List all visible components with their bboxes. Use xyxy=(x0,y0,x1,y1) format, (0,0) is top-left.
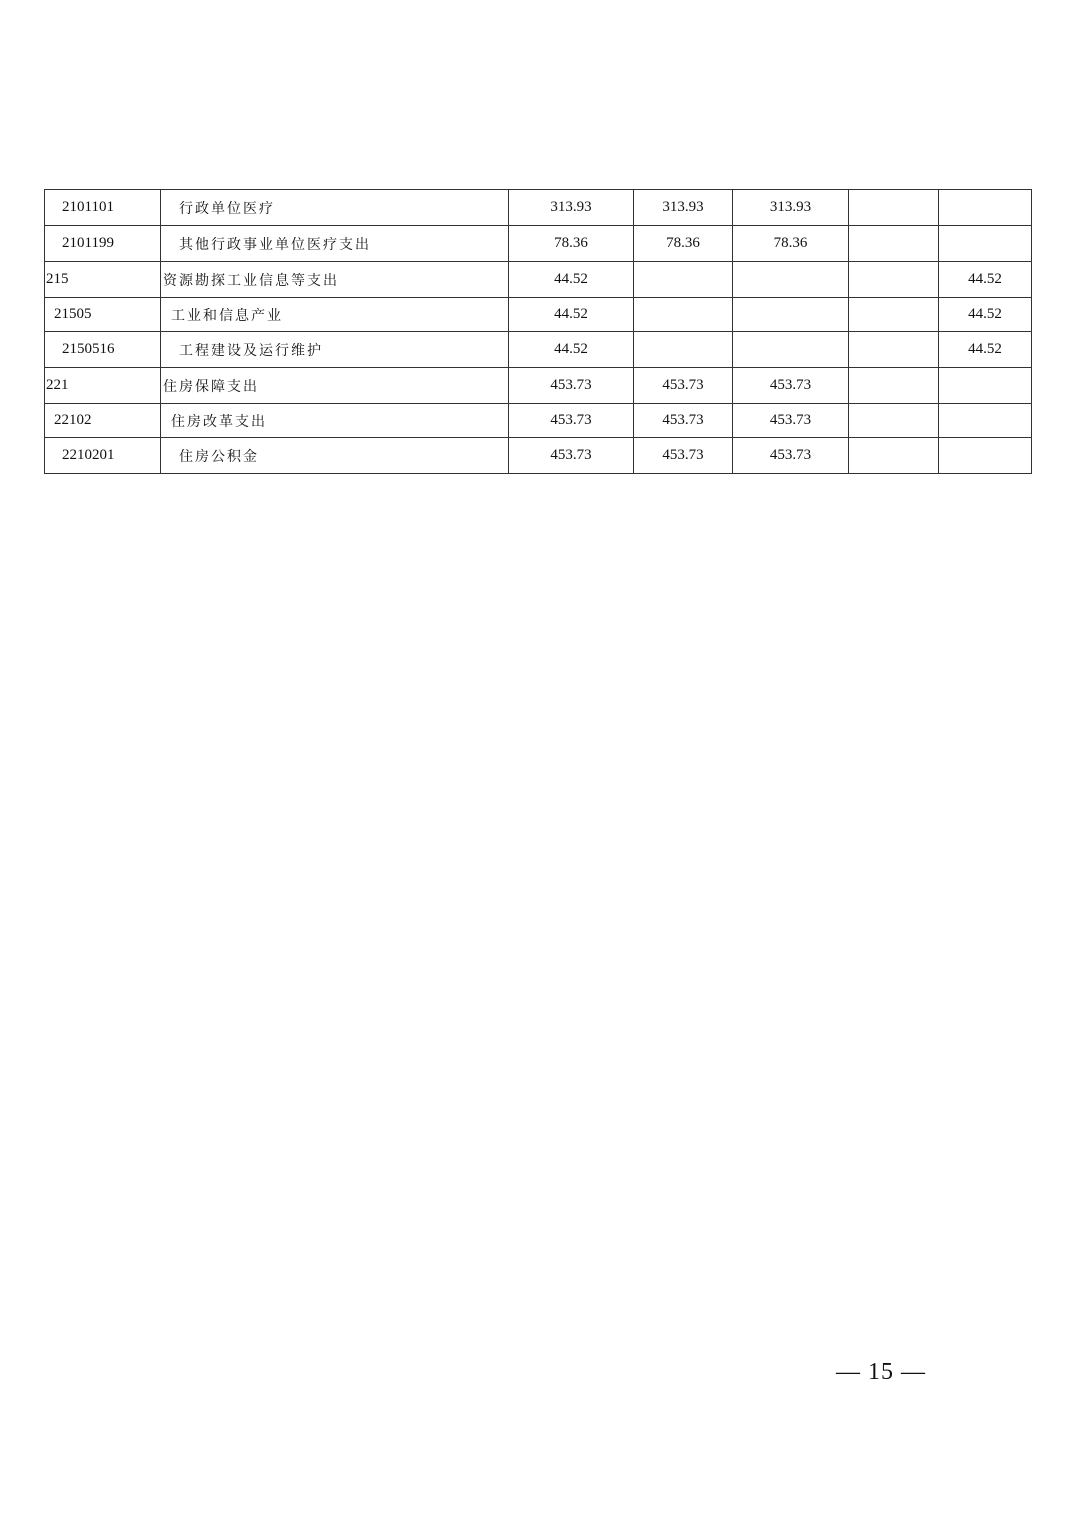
budget-expenditure-table xyxy=(44,189,1032,474)
table-row xyxy=(45,332,1032,368)
table-row xyxy=(45,262,1032,298)
value-cell-3: 453.73 xyxy=(733,438,849,474)
subject-name: 住房公积金 xyxy=(161,438,509,474)
total-cell: 44.52 xyxy=(509,332,634,368)
value-cell-4 xyxy=(849,226,939,262)
table-row xyxy=(45,226,1032,262)
value-cell-4 xyxy=(849,438,939,474)
subject-name: 工业和信息产业 xyxy=(161,298,509,332)
subject-code: 22102 xyxy=(45,404,161,438)
total-cell: 453.73 xyxy=(509,404,634,438)
subject-name: 住房改革支出 xyxy=(161,404,509,438)
page-number: — 15 — xyxy=(836,1359,926,1385)
table-row xyxy=(45,404,1032,438)
value-cell-2 xyxy=(634,298,733,332)
subject-name: 行政单位医疗 xyxy=(161,190,509,226)
table-row xyxy=(45,368,1032,404)
total-cell: 44.52 xyxy=(509,262,634,298)
value-cell-5: 44.52 xyxy=(939,298,1032,332)
subject-name: 资源勘探工业信息等支出 xyxy=(161,262,509,298)
subject-code: 21505 xyxy=(45,298,161,332)
subject-name: 工程建设及运行维护 xyxy=(161,332,509,368)
total-cell: 44.52 xyxy=(509,298,634,332)
table-row xyxy=(45,438,1032,474)
value-cell-2: 313.93 xyxy=(634,190,733,226)
table-row xyxy=(45,298,1032,332)
value-cell-3 xyxy=(733,332,849,368)
value-cell-2: 453.73 xyxy=(634,404,733,438)
total-cell: 78.36 xyxy=(509,226,634,262)
subject-code: 221 xyxy=(45,368,161,404)
total-cell: 313.93 xyxy=(509,190,634,226)
value-cell-4 xyxy=(849,332,939,368)
value-cell-3 xyxy=(733,262,849,298)
value-cell-5 xyxy=(939,226,1032,262)
value-cell-3: 453.73 xyxy=(733,404,849,438)
value-cell-4 xyxy=(849,190,939,226)
total-cell: 453.73 xyxy=(509,368,634,404)
value-cell-3 xyxy=(733,298,849,332)
value-cell-4 xyxy=(849,368,939,404)
value-cell-2 xyxy=(634,332,733,368)
subject-name: 住房保障支出 xyxy=(161,368,509,404)
value-cell-4 xyxy=(849,298,939,332)
value-cell-5 xyxy=(939,190,1032,226)
value-cell-2: 453.73 xyxy=(634,438,733,474)
subject-code: 2101199 xyxy=(45,226,161,262)
value-cell-4 xyxy=(849,262,939,298)
subject-code: 2210201 xyxy=(45,438,161,474)
subject-name: 其他行政事业单位医疗支出 xyxy=(161,226,509,262)
value-cell-4 xyxy=(849,404,939,438)
value-cell-2: 78.36 xyxy=(634,226,733,262)
value-cell-5: 44.52 xyxy=(939,332,1032,368)
subject-code: 215 xyxy=(45,262,161,298)
value-cell-5 xyxy=(939,438,1032,474)
total-cell: 453.73 xyxy=(509,438,634,474)
value-cell-3: 453.73 xyxy=(733,368,849,404)
value-cell-5 xyxy=(939,368,1032,404)
value-cell-2: 453.73 xyxy=(634,368,733,404)
value-cell-2 xyxy=(634,262,733,298)
table-row xyxy=(45,190,1032,226)
value-cell-3: 78.36 xyxy=(733,226,849,262)
subject-code: 2150516 xyxy=(45,332,161,368)
value-cell-5: 44.52 xyxy=(939,262,1032,298)
subject-code: 2101101 xyxy=(45,190,161,226)
value-cell-3: 313.93 xyxy=(733,190,849,226)
value-cell-5 xyxy=(939,404,1032,438)
